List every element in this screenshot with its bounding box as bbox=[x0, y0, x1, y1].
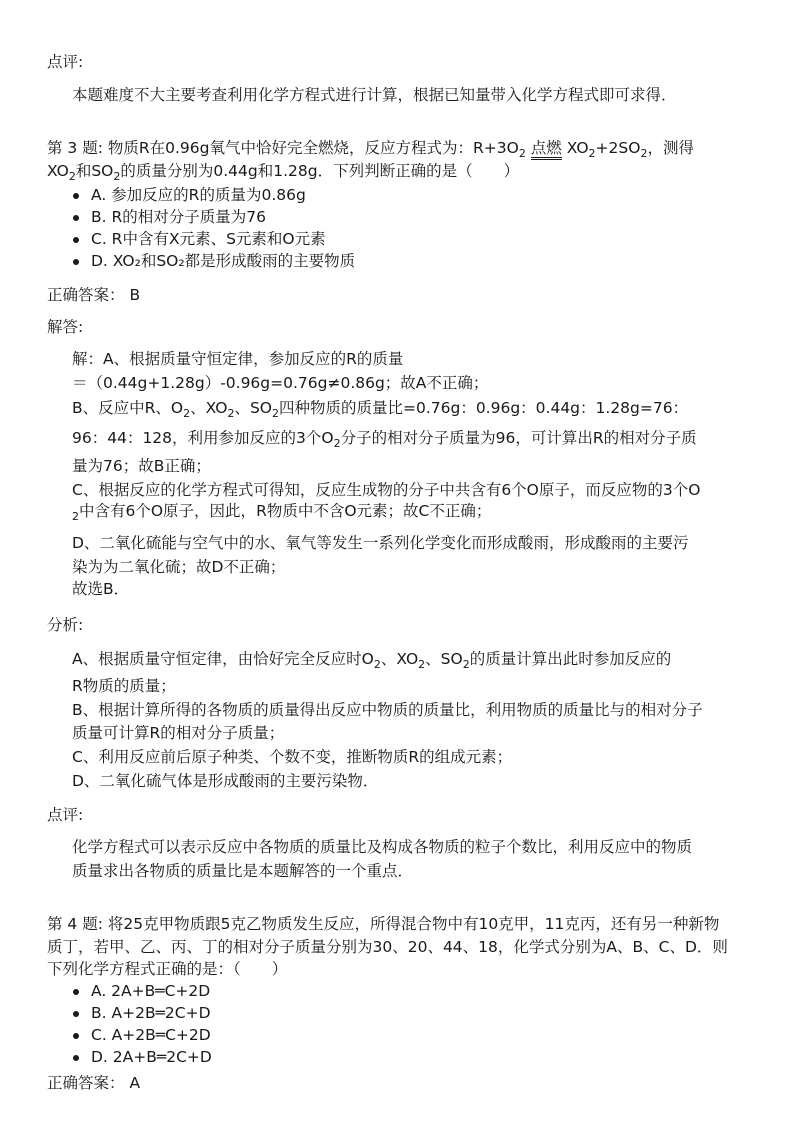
option-b: B. A+2B═2C+D bbox=[75, 1002, 211, 1024]
answer-value: A bbox=[129, 1074, 141, 1092]
comment-label: 点评: bbox=[47, 53, 84, 71]
solution-line: 染为为二氧化硫；故D不正确； bbox=[72, 558, 286, 576]
comment-line: 质量求出各物质的质量比是本题解答的一个重点． bbox=[72, 862, 414, 880]
comment-line: 化学方程式可以表示反应中各物质的质量比及构成各物质的粒子个数比，利用反应中的物质 bbox=[72, 838, 693, 856]
option-d: D. 2A+B═2C+D bbox=[75, 1046, 212, 1068]
analysis-line: D、二氧化硫气体是形成酸雨的主要污染物． bbox=[72, 772, 379, 790]
solution-line: 解：A、根据质量守恒定律，参加反应的R的质量 bbox=[72, 350, 404, 368]
analysis-line: A、根据质量守恒定律，由恰好完全反应时$O_2$、$XO_2$、$SO_2$的质量计算出此时参加反应的 bbox=[72, 650, 672, 671]
solution-line: C、根据反应的化学方程式可得知，反应生成物的分子中共含有6个O原子，而反应物的3个O bbox=[72, 481, 701, 499]
option-a: A. 参加反应的R的质量为0.86g bbox=[75, 184, 306, 206]
option-a: A. 2A+B═C+2D bbox=[75, 980, 210, 1002]
solution-line: 量为76；故B正确； bbox=[72, 457, 211, 475]
analysis-line: R物质的质量； bbox=[72, 677, 176, 695]
analysis-line: B、根据计算所得的各物质的质量得出反应中物质的质量比，利用物质的质量比与的相对分子 bbox=[72, 701, 703, 719]
question-3-header: 第 3 题: 物质R在0.96g氧气中恰好完全燃烧，反应方程式为：$R+3O_2$ 点燃 $XO_2+2SO_2$，测得 bbox=[47, 139, 694, 160]
comment-text: 本题难度不大主要考查利用化学方程式进行计算，根据已知量带入化学方程式即可求得． bbox=[72, 86, 677, 104]
analysis-label: 分析: bbox=[47, 616, 84, 634]
solution-line: ＝（0.44g+1.28g）-0.96g=0.76g≠0.86g；故A不正确； bbox=[72, 374, 489, 392]
question-4-header-line3: 下列化学方程式正确的是：（ ） bbox=[47, 960, 288, 978]
question-text: 物质R在0.96g氧气中恰好完全燃烧，反应方程式为：R+3O bbox=[107, 139, 519, 157]
reaction-condition: 点燃 bbox=[531, 139, 562, 160]
correct-answer bbox=[47, 284, 140, 306]
comment-label: 点评: bbox=[47, 806, 84, 824]
question-number: 第 3 题: bbox=[47, 139, 108, 157]
question-4-header-line2: 质丁，若甲、乙、丙、丁的相对分子质量分别为30、20、44、18，化学式分别为A、B、C、D．则 bbox=[47, 938, 728, 956]
option-b: B. R的相对分子质量为76 bbox=[75, 206, 266, 228]
analysis-line: 质量可计算R的相对分子质量； bbox=[72, 724, 285, 742]
question-3-header-line2: $XO_2$和$SO_2$的质量分别为0.44g和1.28g．下列判断正确的是（ ） bbox=[47, 162, 520, 183]
answer-value: B bbox=[129, 286, 141, 304]
question-4-header: 第 4 题: 将25克甲物质跟5克乙物质发生反应，所得混合物中有10克甲，11克丙，还有另一种新物 bbox=[47, 915, 720, 933]
solution-line: $_2$中含有6个O原子，因此，R物质中不含O元素；故C不正确； bbox=[72, 502, 492, 523]
option-d: D. XO₂和SO₂都是形成酸雨的主要物质 bbox=[75, 250, 355, 272]
answer-label: 正确答案： bbox=[47, 286, 125, 304]
analysis-line: C、利用反应前后原子种类、个数不变，推断物质R的组成元素； bbox=[72, 748, 513, 766]
solution-line: B、反应中R、$O_2$、$XO_2$、$SO_2$四种物质的质量比=0.76g：0.96g：0.44g：1.28g=76： bbox=[72, 399, 689, 420]
solution-line: 故选B． bbox=[72, 580, 130, 598]
correct-answer bbox=[47, 1072, 140, 1094]
solution-line: 96：44：128，利用参加反应的3个$O_2$分子的相对分子质量为96，可计算出R的相对分子质 bbox=[72, 429, 697, 450]
solution-line: D、二氧化硫能与空气中的水、氧气等发生一系列化学变化而形成酸雨，形成酸雨的主要污 bbox=[72, 534, 689, 552]
option-c: C. R中含有X元素、S元素和O元素 bbox=[75, 228, 326, 250]
answer-label: 正确答案： bbox=[47, 1074, 125, 1092]
solution-label: 解答: bbox=[47, 318, 84, 336]
option-c: C. A+2B═C+2D bbox=[75, 1024, 211, 1046]
